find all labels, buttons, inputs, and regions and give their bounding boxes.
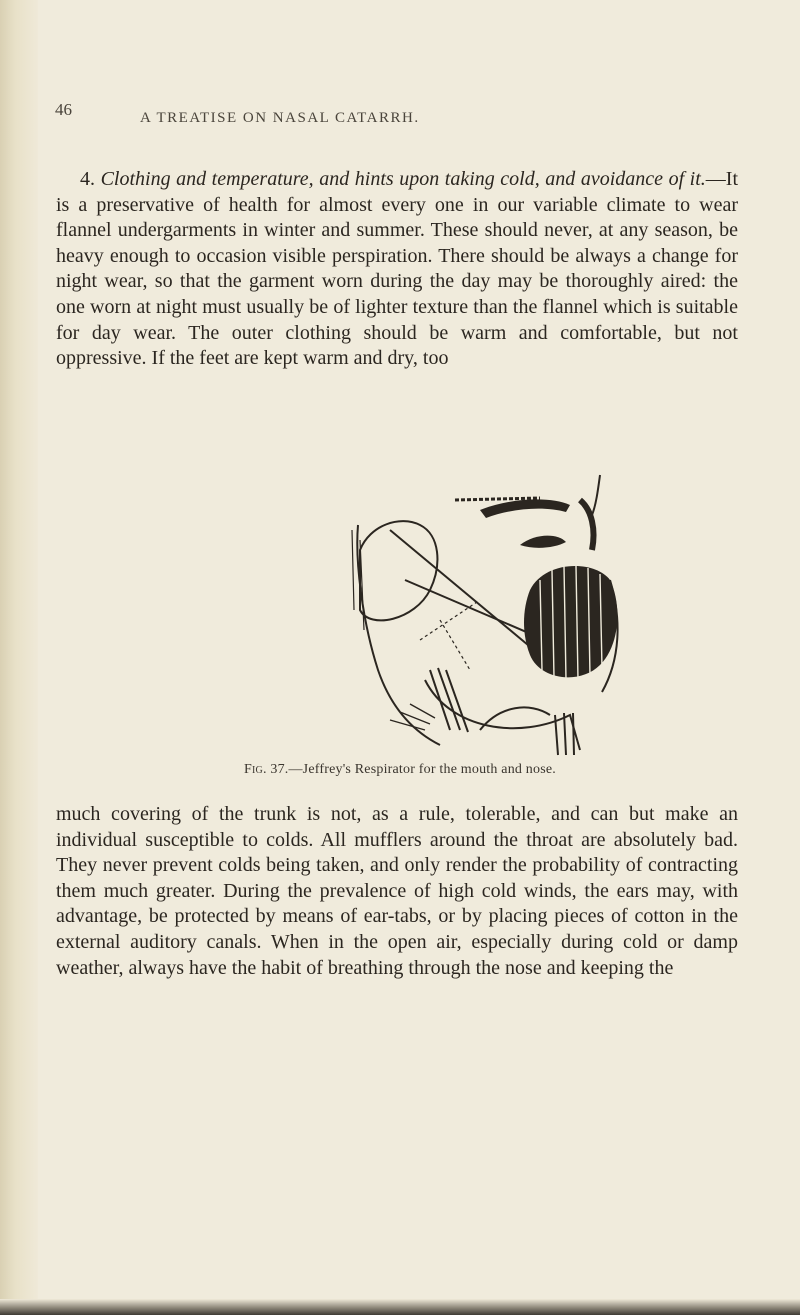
heading-dash: —	[705, 168, 726, 190]
figure-caption	[0, 762, 800, 778]
continuation-paragraph: much covering of the trunk is not, as a rule, tolerable, and can but make an individual susceptible to colds. All mufflers around the throat are absolutely bad. They never prevent colds being taken, and only render the probability of contracting them much greater. During the prevalence of high cold winds, the ears may, with advantage, be protected by means of ear-tabs, or by placing pieces of cotton in the external auditory canals. When in the open air, especially during cold or damp weather, always have the habit of breathing through the nose and keeping the	[56, 803, 738, 979]
respirator-illustration	[330, 430, 626, 760]
book-title-header: A TREATISE ON NASAL CATARRH.	[140, 110, 420, 126]
running-head	[55, 100, 735, 130]
section-number: 4.	[80, 168, 95, 190]
figure-label: Fig. 37.	[244, 762, 289, 777]
page-edge-shadow	[0, 0, 38, 1315]
figure-caption-text: —Jeffrey's Respirator for the mouth and nose.	[288, 762, 556, 777]
page-bottom-edge	[0, 1299, 800, 1315]
section-body: It is a preservative of health for almost every one in our variable climate to wear flannel undergarments in winter and summer. These should never, at any season, be heavy enough to occasion visible perspiration. There should be always a change for night wear, so that the garment worn during the day may be thoroughly aired: the one worn at night must usually be of lighter texture than the flannel which is suitable for day wear. The outer clothing should be warm and comfortable, but not oppressive. If the feet are kept warm and dry, too	[56, 168, 739, 370]
section-heading: Clothing and temperature, and hints upon taking cold, and avoidance of it.	[100, 168, 706, 190]
page-number: 46	[55, 100, 72, 119]
section-paragraph	[56, 167, 738, 372]
